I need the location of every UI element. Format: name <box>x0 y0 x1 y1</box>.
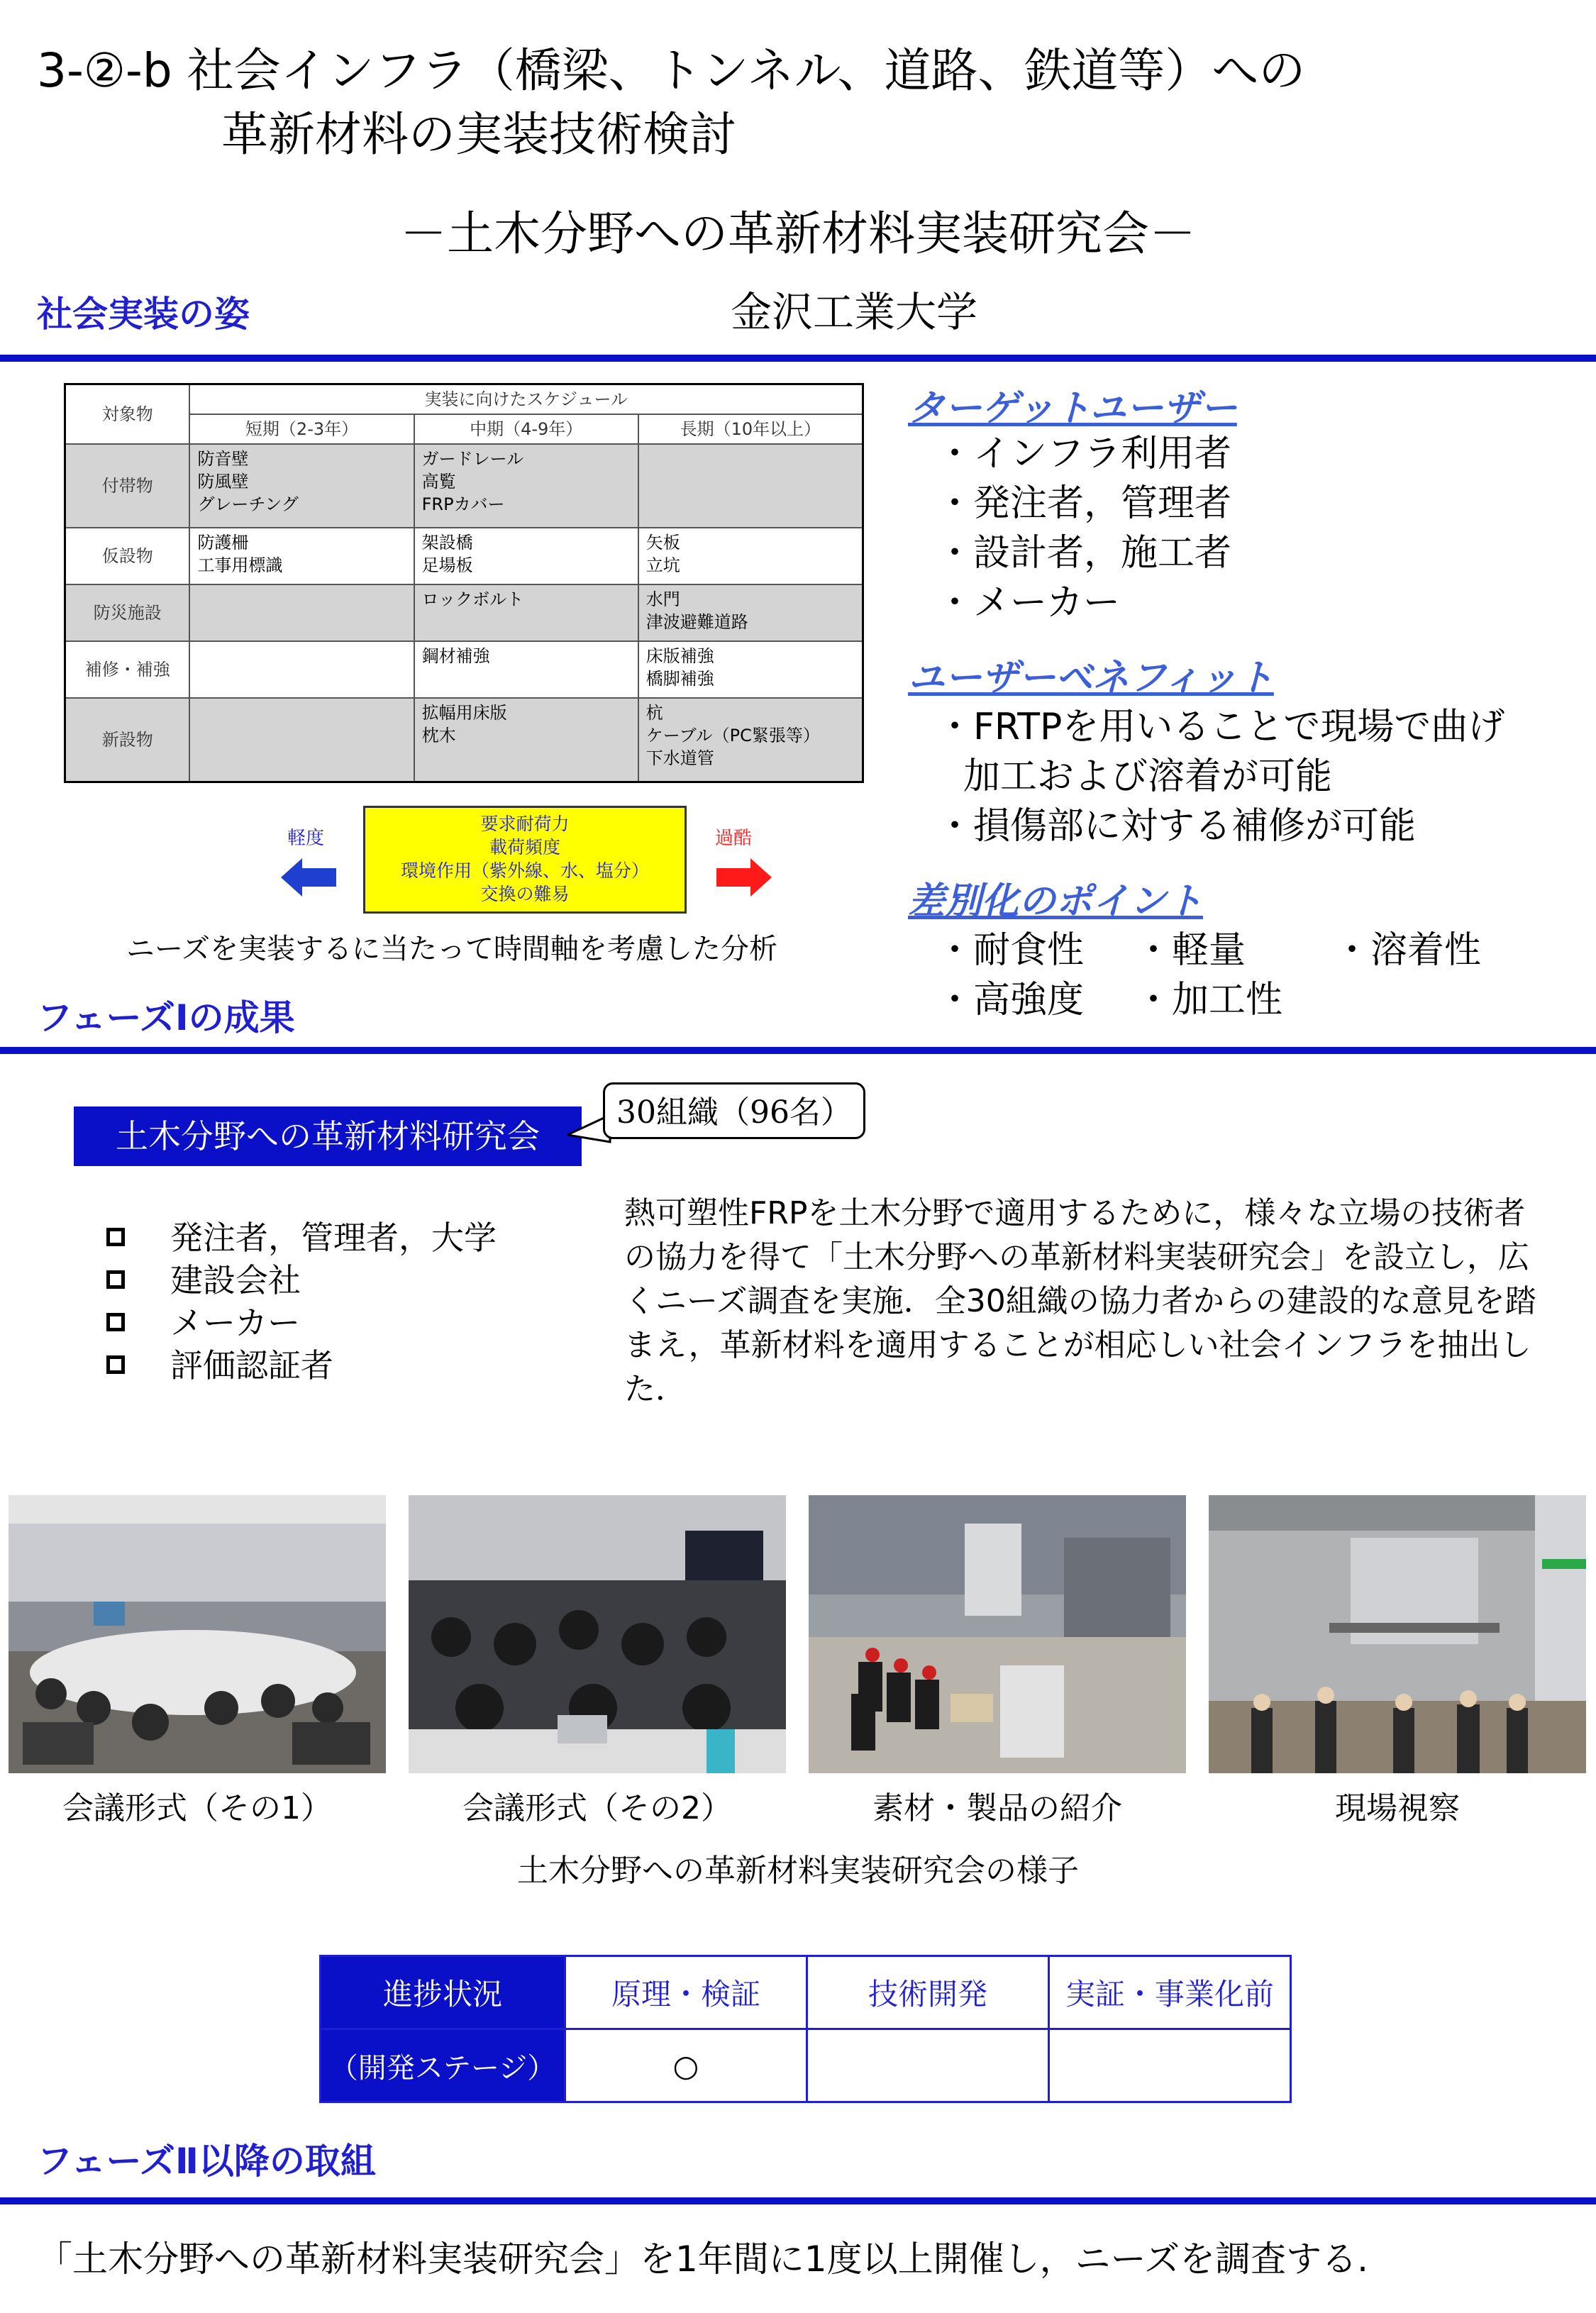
title-line-2: 革新材料の実装技術検討 <box>221 107 736 162</box>
severe-label: 過酷 <box>715 828 753 849</box>
cell-mid: 架設橋 足場板 <box>414 528 638 584</box>
row-category: 補修・補強 <box>65 641 190 698</box>
list-item: ・メーカー <box>936 582 1120 624</box>
member-list <box>106 1216 497 1387</box>
list-item: ・FRTPを用いることで現場で曲げ <box>936 706 1505 748</box>
list-item: 建設会社 <box>106 1259 497 1302</box>
stage-mark: ○ <box>565 2029 807 2102</box>
list-item: ・軽量 <box>1135 929 1246 972</box>
row-category: 付帯物 <box>65 444 190 528</box>
cell-short <box>189 584 414 641</box>
list-item: 評価認証者 <box>106 1344 497 1387</box>
list-item: ・設計者，施工者 <box>936 532 1232 575</box>
stage-demonstration: 実証・事業化前 <box>1049 1956 1291 2029</box>
cell-long: 杭 ケーブル（PC緊張等） 下水道管 <box>638 698 863 782</box>
stage-development: 技術開発 <box>807 1956 1049 2029</box>
target-users-heading: ターゲットユーザー <box>908 387 1237 430</box>
divider <box>0 355 1596 362</box>
col-short: 短期（2-3年） <box>189 414 414 444</box>
cell-long: 矢板 立坑 <box>638 528 863 584</box>
col-mid: 中期（4-9年） <box>414 414 638 444</box>
list-item: ・発注者，管理者 <box>936 482 1232 525</box>
research-group-label: 土木分野への革新材料研究会 <box>74 1106 582 1166</box>
meeting-photo-1 <box>9 1495 386 1773</box>
cell-mid: ロックボルト <box>414 584 638 641</box>
mild-label: 軽度 <box>287 828 325 849</box>
title-line-1: 3-②-b 社会インフラ（橋梁、トンネル、道路、鉄道等）への <box>37 43 1306 98</box>
cell-mid: 鋼材補強 <box>414 641 638 698</box>
divider <box>0 1047 1596 1054</box>
cell-long: 床版補強 橋脚補強 <box>638 641 863 698</box>
checkbox-icon <box>106 1270 125 1289</box>
schedule-table <box>64 383 864 783</box>
checkbox-icon <box>106 1228 125 1246</box>
benefit-list <box>936 702 1504 851</box>
group-size-bubble: 30組織（96名） <box>603 1082 865 1139</box>
list-item: ・耐食性 <box>936 929 1085 972</box>
photo-caption: 会議形式（その1） <box>62 1790 332 1826</box>
stage-principle: 原理・検証 <box>565 1956 807 2029</box>
arrow-right-icon <box>715 858 772 897</box>
photo-caption: 現場視察 <box>1335 1790 1460 1826</box>
col-long: 長期（10年以上） <box>638 414 863 444</box>
target-users-list <box>936 429 1231 628</box>
development-stage-table <box>319 1955 1292 2103</box>
arrow-left-icon <box>281 858 338 897</box>
section-phase1: フェーズⅠの成果 <box>37 997 295 1038</box>
list-item: ・溶着性 <box>1334 929 1482 972</box>
list-item: メーカー <box>106 1302 497 1344</box>
cell-mid: ガードレール 高覧 FRPカバー <box>414 444 638 528</box>
divider <box>0 2197 1596 2204</box>
cell-short <box>189 698 414 782</box>
phase1-description: 熱可塑性FRPを土木分野で適用するために，様々な立場の技術者の協力を得て「土木分野への革新材料実装研究会」を設立し，広くニーズ調査を実施．全30組織の協力者からの建設的な意見を踏まえ，革新材料を適用することが相応しい社会インフラを抽出した． <box>624 1195 1536 1407</box>
stage-mark <box>807 2029 1049 2102</box>
cell-mid: 拡幅用床版 枕木 <box>414 698 638 782</box>
load-factors-box: 要求耐荷力 載荷頻度 環境作用（紫外線、水、塩分） 交換の難易 <box>363 806 687 914</box>
checkbox-icon <box>106 1313 125 1331</box>
list-item: 発注者，管理者，大学 <box>106 1216 497 1259</box>
progress-label: 進捗状況 <box>321 1956 565 2029</box>
benefit-heading: ユーザーベネフィット <box>908 657 1274 699</box>
phase2-description: 「土木分野への革新材料実装研究会」を1年間に1度以上開催し，ニーズを調査する. <box>37 2239 1369 2280</box>
meeting-photo-2 <box>409 1495 786 1773</box>
photos-caption: 土木分野への革新材料実装研究会の様子 <box>517 1853 1079 1889</box>
photo-caption: 素材・製品の紹介 <box>872 1790 1122 1826</box>
section-social-implementation: 社会実装の姿 <box>37 294 250 335</box>
subtitle: －土木分野への革新材料実装研究会－ <box>400 206 1196 261</box>
row-category: 新設物 <box>65 698 190 782</box>
stage-label: （開発ステージ） <box>321 2029 565 2102</box>
target-header: 対象物 <box>65 384 190 445</box>
row-category: 防災施設 <box>65 584 190 641</box>
cell-short <box>189 641 414 698</box>
differentiation-heading: 差別化のポイント <box>908 880 1204 923</box>
schedule-header: 実装に向けたスケジュール <box>189 384 863 415</box>
affiliation: 金沢工業大学 <box>731 288 978 336</box>
checkbox-icon <box>106 1355 125 1374</box>
list-item: ・加工性 <box>1135 979 1283 1021</box>
list-item: 加工および溶着が可能 <box>963 755 1333 798</box>
photo-caption: 会議形式（その2） <box>462 1790 732 1826</box>
site-visit-photo <box>1209 1495 1586 1773</box>
section-phase2: フェーズⅡ以降の取組 <box>37 2141 376 2182</box>
list-item: ・インフラ利用者 <box>936 433 1232 475</box>
cell-short: 防護柵 工事用標識 <box>189 528 414 584</box>
cell-short: 防音壁 防風壁 グレーチング <box>189 444 414 528</box>
stage-mark <box>1049 2029 1291 2102</box>
row-category: 仮設物 <box>65 528 190 584</box>
schedule-caption: ニーズを実装するに当たって時間軸を考慮した分析 <box>126 933 777 965</box>
cell-long <box>638 444 863 528</box>
factory-tour-photo <box>809 1495 1186 1773</box>
cell-long: 水門 津波避難道路 <box>638 584 863 641</box>
list-item: ・損傷部に対する補修が可能 <box>936 805 1417 848</box>
list-item: ・高強度 <box>936 979 1085 1021</box>
